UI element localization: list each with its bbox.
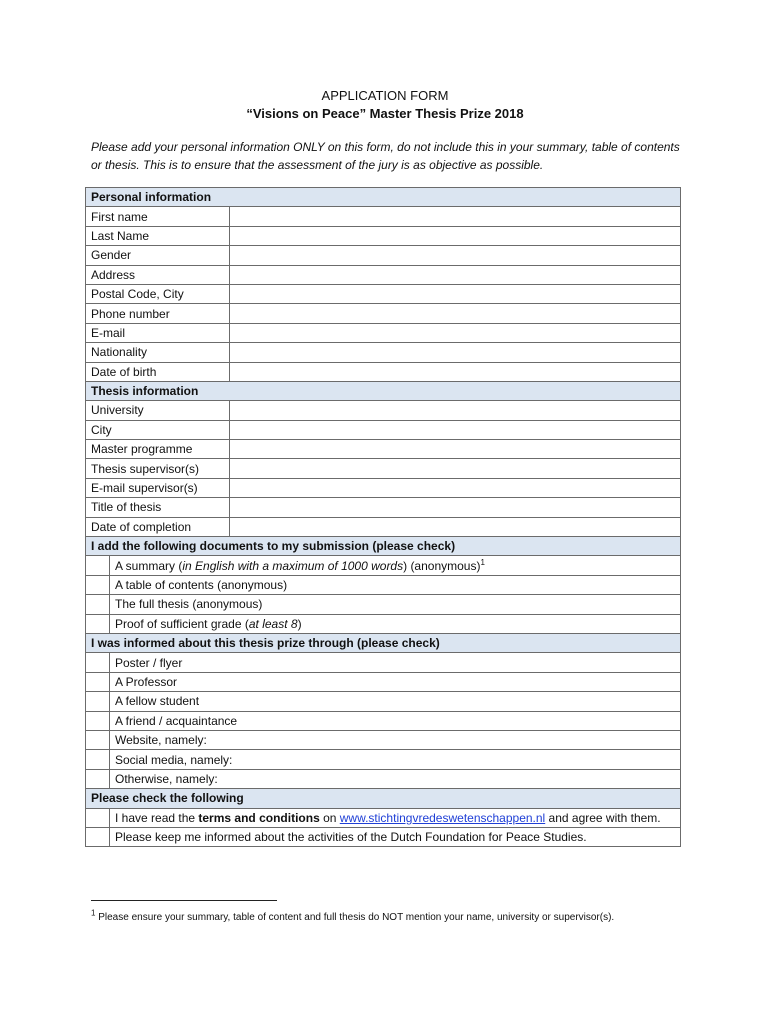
section-header-personal: Personal information xyxy=(86,188,681,207)
fellow-student-checkbox[interactable] xyxy=(86,692,110,711)
form-subtitle: “Visions on Peace” Master Thesis Prize 2018 xyxy=(246,106,524,121)
summary-checkbox[interactable] xyxy=(86,556,110,575)
informed-option-label: A Professor xyxy=(110,672,681,691)
date-of-birth-input[interactable] xyxy=(230,362,681,381)
footnote-divider xyxy=(91,900,277,901)
phone-number-input[interactable] xyxy=(230,304,681,323)
postal-code-city-input[interactable] xyxy=(230,284,681,303)
field-label: Address xyxy=(86,265,230,284)
informed-option-label: Otherwise, namely: xyxy=(110,769,681,788)
email-supervisor-input[interactable] xyxy=(230,478,681,497)
field-label: Master programme xyxy=(86,440,230,459)
master-programme-input[interactable] xyxy=(230,440,681,459)
field-label: City xyxy=(86,420,230,439)
date-of-completion-input[interactable] xyxy=(230,517,681,536)
first-name-input[interactable] xyxy=(230,207,681,226)
grade-text: Proof of sufficient grade ( xyxy=(115,616,249,631)
footnote-marker: 1 xyxy=(91,908,96,918)
section-header-documents: I add the following documents to my submission (please check) xyxy=(86,537,681,556)
terms-text-end: and agree with them. xyxy=(545,810,661,825)
field-label: Date of birth xyxy=(86,362,230,381)
intro-instructions: Please add your personal information ONLY on this form, do not include this in your summary, table of contents or thesis. This is to ensure that the assessment of the jury is as objective as possible. xyxy=(91,140,680,172)
thesis-supervisor-input[interactable] xyxy=(230,459,681,478)
grade-proof-option-label xyxy=(110,614,681,633)
otherwise-checkbox[interactable] xyxy=(86,769,110,788)
terms-text-mid: on xyxy=(319,810,340,825)
table-of-contents-checkbox[interactable] xyxy=(86,575,110,594)
summary-option-label xyxy=(110,556,681,575)
foundation-website-link[interactable]: www.stichtingvredeswetenschappen.nl xyxy=(339,810,546,825)
full-thesis-checkbox[interactable] xyxy=(86,595,110,614)
informed-option-label: A friend / acquaintance xyxy=(110,711,681,730)
gender-input[interactable] xyxy=(230,246,681,265)
footnote-text: Please ensure your summary, table of content and full thesis do NOT mention your name, university or supervisor(s). xyxy=(95,912,615,923)
grade-text-end: ) xyxy=(297,616,302,631)
table-of-contents-option-label: A table of contents (anonymous) xyxy=(110,575,681,594)
application-table xyxy=(85,187,681,847)
university-input[interactable] xyxy=(230,401,681,420)
informed-option-label: Social media, namely: xyxy=(110,750,681,769)
section-header-check: Please check the following xyxy=(86,789,681,808)
last-name-input[interactable] xyxy=(230,226,681,245)
website-checkbox[interactable] xyxy=(86,730,110,749)
social-media-checkbox[interactable] xyxy=(86,750,110,769)
footnote xyxy=(91,910,681,925)
keep-informed-option-label: Please keep me informed about the activities of the Dutch Foundation for Peace Studies. xyxy=(110,827,681,846)
terms-text: I have read the xyxy=(115,810,199,825)
footnote-reference: 1 xyxy=(480,557,485,567)
informed-option-label: A fellow student xyxy=(110,692,681,711)
address-input[interactable] xyxy=(230,265,681,284)
field-label: Phone number xyxy=(86,304,230,323)
grade-italic-text: at least 8 xyxy=(248,616,298,631)
city-input[interactable] xyxy=(230,420,681,439)
field-label: First name xyxy=(86,207,230,226)
summary-text: A summary ( xyxy=(115,558,183,573)
field-label: Postal Code, City xyxy=(86,284,230,303)
informed-option-label: Poster / flyer xyxy=(110,653,681,672)
keep-informed-checkbox[interactable] xyxy=(86,827,110,846)
field-label: E-mail supervisor(s) xyxy=(86,478,230,497)
form-title: APPLICATION FORM xyxy=(321,88,449,103)
field-label: Nationality xyxy=(86,343,230,362)
full-thesis-option-label: The full thesis (anonymous) xyxy=(110,595,681,614)
poster-flyer-checkbox[interactable] xyxy=(86,653,110,672)
friend-acquaintance-checkbox[interactable] xyxy=(86,711,110,730)
summary-italic-text: in English with a maximum of 1000 words xyxy=(182,558,404,573)
field-label: University xyxy=(86,401,230,420)
field-label: Thesis supervisor(s) xyxy=(86,459,230,478)
terms-option-label xyxy=(110,808,681,827)
section-header-thesis: Thesis information xyxy=(86,381,681,400)
field-label: Last Name xyxy=(86,226,230,245)
email-input[interactable] xyxy=(230,323,681,342)
nationality-input[interactable] xyxy=(230,343,681,362)
terms-bold-text: terms and conditions xyxy=(198,810,320,825)
summary-text-end: ) (anonymous) xyxy=(403,558,481,573)
informed-option-label: Website, namely: xyxy=(110,730,681,749)
section-header-informed: I was informed about this thesis prize through (please check) xyxy=(86,633,681,652)
field-label: E-mail xyxy=(86,323,230,342)
terms-checkbox[interactable] xyxy=(86,808,110,827)
field-label: Gender xyxy=(86,246,230,265)
professor-checkbox[interactable] xyxy=(86,672,110,691)
field-label: Title of thesis xyxy=(86,498,230,517)
grade-proof-checkbox[interactable] xyxy=(86,614,110,633)
title-of-thesis-input[interactable] xyxy=(230,498,681,517)
field-label: Date of completion xyxy=(86,517,230,536)
